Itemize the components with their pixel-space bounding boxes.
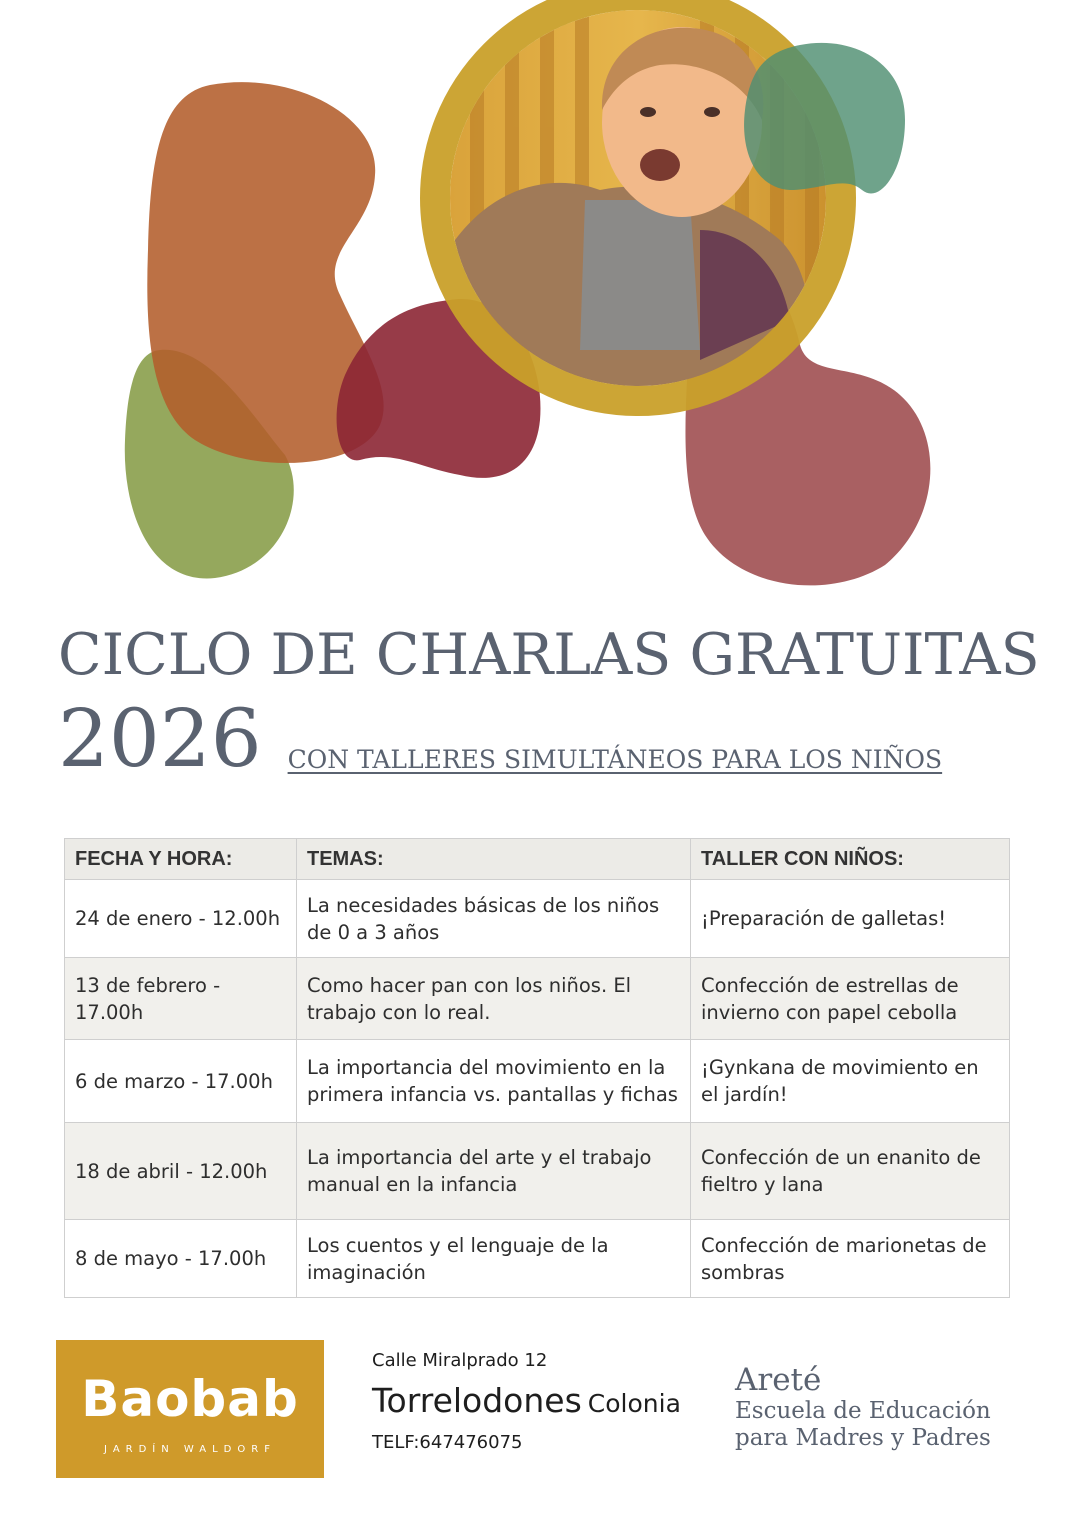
title-block — [58, 618, 1040, 785]
schedule-table — [64, 838, 1010, 1298]
poster-title: CICLO DE CHARLAS GRATUITAS — [58, 622, 1040, 688]
cell-date: 8 de mayo - 17.00h — [65, 1220, 297, 1298]
poster-year: 2026 — [58, 692, 262, 785]
cell-topic: Los cuentos y el lenguaje de la imaginación — [297, 1220, 691, 1298]
address-area: Colonia — [587, 1389, 681, 1418]
cell-topic: La importancia del arte y el trabajo manual en la infancia — [297, 1123, 691, 1220]
cell-workshop: ¡Gynkana de movimiento en el jardín! — [691, 1040, 1010, 1123]
cell-workshop: Confección de un enanito de fieltro y lana — [691, 1123, 1010, 1220]
table-row — [65, 1220, 1010, 1298]
cell-date: 13 de febrero - 17.00h — [65, 958, 297, 1040]
cell-topic: La necesidades básicas de los niños de 0 a 3 años — [297, 880, 691, 958]
hero-illustration — [0, 0, 1074, 610]
poster-subtitle: CON TALLERES SIMULTÁNEOS PARA LOS NIÑOS — [287, 745, 943, 774]
logo-subtitle: JARDÍN WALDORF — [104, 1444, 276, 1455]
table-row — [65, 1123, 1010, 1220]
cell-date: 6 de marzo - 17.00h — [65, 1040, 297, 1123]
address-city: Torrelodones — [372, 1381, 582, 1420]
cell-workshop: Confección de estrellas de invierno con papel cebolla — [691, 958, 1010, 1040]
table-row — [65, 958, 1010, 1040]
arete-logo — [735, 1362, 991, 1452]
address-phone: TELF:647476075 — [372, 1432, 523, 1453]
cell-workshop: Confección de marionetas de sombras — [691, 1220, 1010, 1298]
cell-topic: Como hacer pan con los niños. El trabajo con lo real. — [297, 958, 691, 1040]
teal-blob — [744, 43, 905, 194]
table-row — [65, 880, 1010, 958]
table-row — [65, 1040, 1010, 1123]
header-workshop: TALLER CON NIÑOS: — [691, 839, 1010, 880]
address-block — [372, 1350, 681, 1453]
arete-line-2: para Madres y Padres — [735, 1425, 991, 1451]
cell-date: 24 de enero - 12.00h — [65, 880, 297, 958]
arete-name: Areté — [735, 1362, 822, 1398]
cell-date: 18 de abril - 12.00h — [65, 1123, 297, 1220]
logo-wordmark: Baobab — [81, 1370, 299, 1428]
baobab-logo — [56, 1340, 324, 1478]
header-topics: TEMAS: — [297, 839, 691, 880]
address-street: Calle Miralprado 12 — [372, 1350, 548, 1371]
table-header-row — [65, 839, 1010, 880]
cell-topic: La importancia del movimiento en la primera infancia vs. pantallas y fichas — [297, 1040, 691, 1123]
header-date: FECHA Y HORA: — [65, 839, 297, 880]
cell-workshop: ¡Preparación de galletas! — [691, 880, 1010, 958]
arete-line-1: Escuela de Educación — [735, 1398, 991, 1424]
